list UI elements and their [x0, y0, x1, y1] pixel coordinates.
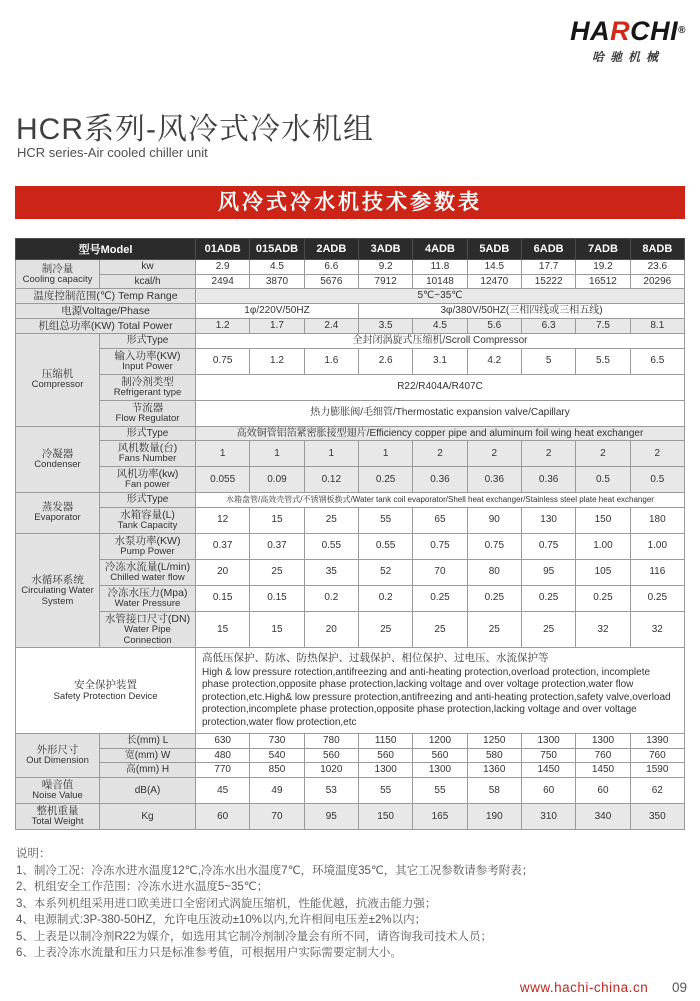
spec-value: 1.2 — [250, 348, 304, 374]
spec-value: 1.2 — [196, 319, 250, 334]
spec-merged-value: 3φ/380V/50HZ(三相四线或三相五线) — [358, 304, 684, 319]
spec-value: 0.75 — [467, 533, 521, 559]
group-label-en: Out Dimension — [26, 755, 89, 767]
safety-text-zh: 高低压保护、防冰、防热保护、过载保护、相位保护、过电压、水流保护等 — [202, 652, 549, 665]
spec-value: 90 — [467, 507, 521, 533]
spec-value: 5 — [521, 348, 575, 374]
table-row — [16, 493, 685, 508]
spec-value: 8.1 — [630, 319, 684, 334]
spec-value: 780 — [304, 734, 358, 749]
spec-value: 130 — [521, 507, 575, 533]
spec-value: 1.7 — [250, 319, 304, 334]
row-label — [100, 559, 196, 585]
spec-value: 0.5 — [630, 467, 684, 493]
spec-value: 5.6 — [467, 319, 521, 334]
logo-accent-letter: R — [610, 16, 631, 46]
model-header-cell: 型号Model — [16, 239, 196, 260]
table-header-row — [16, 239, 685, 260]
spec-value: 32 — [630, 611, 684, 648]
note-item: 1、制冷工况：冷冻水进水温度12℃,冷冻水出水温度7℃，环境温度35℃，其它工况参数请参考附表； — [16, 864, 534, 877]
table-row — [16, 334, 685, 349]
model-column-header: 6ADB — [521, 239, 575, 260]
spec-value: 150 — [576, 507, 630, 533]
spec-value: 15 — [250, 507, 304, 533]
spec-value: 62 — [630, 777, 684, 803]
spec-value: 0.2 — [304, 585, 358, 611]
group-label — [16, 734, 100, 778]
row-label — [100, 533, 196, 559]
spec-value: 25 — [304, 507, 358, 533]
spec-value: 2 — [576, 441, 630, 467]
group-label-en: Condenser — [34, 458, 81, 470]
table-row — [16, 533, 685, 559]
spec-value: 0.5 — [576, 467, 630, 493]
table-row — [16, 467, 685, 493]
spec-value: 1020 — [304, 763, 358, 778]
spec-value: 1250 — [467, 734, 521, 749]
spec-value: 60 — [576, 777, 630, 803]
group-label-zh: 蒸发器 — [41, 501, 74, 514]
spec-value: 53 — [304, 777, 358, 803]
spec-value: 3870 — [250, 274, 304, 289]
table-row — [16, 274, 685, 289]
table-row — [16, 441, 685, 467]
row-label: 高(mm) H — [100, 763, 196, 778]
row-label-en: Refrigerant type — [113, 386, 182, 398]
spec-value: 1.6 — [304, 348, 358, 374]
model-column-header: 3ADB — [358, 239, 412, 260]
spec-value: 350 — [630, 803, 684, 829]
table-row — [16, 426, 685, 441]
row-label-en: Water Pressure — [114, 597, 181, 609]
spec-value: 730 — [250, 734, 304, 749]
table-row — [16, 777, 685, 803]
spec-value: 7912 — [358, 274, 412, 289]
spec-value: 2 — [630, 441, 684, 467]
spec-value: 9.2 — [358, 260, 412, 275]
spec-value: 6.5 — [630, 348, 684, 374]
row-label — [100, 400, 196, 426]
spec-value: 0.25 — [467, 585, 521, 611]
spec-value: 5676 — [304, 274, 358, 289]
row-label-zh: 水箱容量(L) — [120, 508, 175, 521]
spec-value: 80 — [467, 559, 521, 585]
website-link[interactable]: www.hachi-china.cn — [519, 980, 649, 995]
spec-value: 2 — [521, 441, 575, 467]
spec-value: 0.36 — [413, 467, 467, 493]
group-label-en: Evaporator — [34, 512, 81, 524]
table-row — [16, 585, 685, 611]
logo-prefix: HA — [570, 16, 611, 46]
spec-value: 2.4 — [304, 319, 358, 334]
spec-value: 23.6 — [630, 260, 684, 275]
page-subtitle: HCR series-Air cooled chiller unit — [17, 145, 208, 160]
model-column-header: 2ADB — [304, 239, 358, 260]
table-row — [16, 507, 685, 533]
spec-value: 0.25 — [521, 585, 575, 611]
table-row — [16, 559, 685, 585]
group-label-en: Circulating Water System — [21, 584, 94, 607]
spec-value: 0.25 — [413, 585, 467, 611]
spec-value: 750 — [521, 748, 575, 763]
spec-value: 25 — [413, 611, 467, 648]
row-label: 形式Type — [100, 493, 196, 508]
spec-value: 190 — [467, 803, 521, 829]
group-label-zh: 噪音值 — [41, 778, 74, 791]
group-label — [16, 426, 100, 492]
spec-value: 560 — [304, 748, 358, 763]
row-label-zh: 冷冻水流量(L/min) — [104, 560, 191, 573]
spec-value: 0.15 — [196, 585, 250, 611]
spec-value: 165 — [413, 803, 467, 829]
row-label: 机组总功率(KW) Total Power — [16, 319, 196, 334]
spec-value: 340 — [576, 803, 630, 829]
spec-value: 630 — [196, 734, 250, 749]
spec-value: 25 — [250, 559, 304, 585]
spec-value: 0.09 — [250, 467, 304, 493]
spec-merged-value: 热力膨胀阀/毛细管/Thermostatic expansion valve/Capillary — [196, 400, 685, 426]
spec-value: 1 — [358, 441, 412, 467]
group-label-zh: 外形尺寸 — [36, 744, 79, 757]
spec-value: 760 — [576, 748, 630, 763]
spec-value: 4.5 — [250, 260, 304, 275]
spec-merged-value: 全封闭涡旋式压缩机/Scroll Compressor — [196, 334, 685, 349]
model-column-header: 01ADB — [196, 239, 250, 260]
table-row — [16, 348, 685, 374]
note-item: 4、电源制式:3P-380-50HZ，允许电压波动±10%以内,允许相间电压差±2%以内； — [16, 914, 427, 926]
spec-value: 5.5 — [576, 348, 630, 374]
spec-value: 116 — [630, 559, 684, 585]
section-banner: 风冷式冷水机技术参数表 — [15, 186, 685, 219]
table-row — [16, 803, 685, 829]
row-label-zh: 安全保护装置 — [74, 679, 137, 692]
spec-value: 16512 — [576, 274, 630, 289]
row-label: 长(mm) L — [100, 734, 196, 749]
spec-value: 19.2 — [576, 260, 630, 275]
spec-value: 17.7 — [521, 260, 575, 275]
spec-value: 2.6 — [358, 348, 412, 374]
table-row — [16, 748, 685, 763]
spec-value: 7.5 — [576, 319, 630, 334]
row-label-zh: 风机数量(台) — [117, 442, 178, 455]
row-label: 形式Type — [100, 426, 196, 441]
spec-value: 32 — [576, 611, 630, 648]
row-label-en: Flow Regulator — [115, 412, 180, 424]
spec-value: 52 — [358, 559, 412, 585]
spec-value: 11.8 — [413, 260, 467, 275]
spec-value: 1450 — [521, 763, 575, 778]
spec-value: 2494 — [196, 274, 250, 289]
spec-value: 0.37 — [250, 533, 304, 559]
spec-value: 0.055 — [196, 467, 250, 493]
spec-value: 0.36 — [467, 467, 521, 493]
logo-chinese-name: 哈驰机械 — [592, 50, 665, 64]
table-row — [16, 374, 685, 400]
group-label-en: Total Weight — [31, 816, 84, 828]
logo-wordmark — [570, 16, 686, 46]
spec-value: 1.00 — [630, 533, 684, 559]
spec-value: 105 — [576, 559, 630, 585]
spec-value: 0.36 — [521, 467, 575, 493]
row-label — [100, 507, 196, 533]
spec-value: 45 — [196, 777, 250, 803]
row-label: 宽(mm) W — [100, 748, 196, 763]
group-label-en: Compressor — [31, 379, 84, 391]
table-row — [16, 289, 685, 304]
table-row — [16, 304, 685, 319]
row-label: kcal/h — [100, 274, 196, 289]
spec-value: 70 — [413, 559, 467, 585]
row-label — [16, 648, 196, 734]
spec-value: 2.9 — [196, 260, 250, 275]
row-label-zh: 节流器 — [131, 401, 164, 414]
row-label: dB(A) — [100, 777, 196, 803]
spec-value: 0.75 — [521, 533, 575, 559]
spec-value: 0.55 — [358, 533, 412, 559]
note-item: 6、上表冷冻水流量和压力只是标准参考值，可根据用户实际需要定制大小。 — [16, 947, 402, 959]
model-column-header: 4ADB — [413, 239, 467, 260]
group-label-zh: 整机重量 — [36, 804, 79, 817]
table-row — [16, 611, 685, 648]
spec-value: 1200 — [413, 734, 467, 749]
spec-value: 480 — [196, 748, 250, 763]
group-label — [16, 803, 100, 829]
spec-value: 0.25 — [358, 467, 412, 493]
row-label — [100, 467, 196, 493]
spec-value: 25 — [467, 611, 521, 648]
row-label-zh: 风机功率(kw) — [116, 468, 179, 481]
model-column-header: 5ADB — [467, 239, 521, 260]
spec-value: 1300 — [358, 763, 412, 778]
group-label-zh: 水循环系统 — [31, 573, 84, 586]
row-label — [100, 585, 196, 611]
spec-value: 95 — [521, 559, 575, 585]
spec-value: 25 — [358, 611, 412, 648]
spec-value: 15 — [250, 611, 304, 648]
spec-value: 1300 — [413, 763, 467, 778]
spec-value: 25 — [521, 611, 575, 648]
spec-value: 1 — [196, 441, 250, 467]
spec-value: 0.2 — [358, 585, 412, 611]
spec-merged-value: 1φ/220V/50HZ — [196, 304, 359, 319]
spec-value: 1390 — [630, 734, 684, 749]
spec-value: 60 — [196, 803, 250, 829]
safety-text-en: High & low pressure rotection,antifreezing and anti-heating protection,overload protection, incomplete phase protection,opposite phase protection,lacking voltage and over voltage protection,water flow protection,etc.High& low pressure protection,antifreezing and anti-heating protection,safety valve,overload protection,incomplete phase protection,opposite phase protection,lacking voltage and over voltage protection,water flow protection,etc — [202, 666, 671, 728]
spec-value: 1 — [304, 441, 358, 467]
spec-value: 3.1 — [413, 348, 467, 374]
spec-value: 70 — [250, 803, 304, 829]
spec-value: 0.75 — [196, 348, 250, 374]
row-label: 电源Voltage/Phase — [16, 304, 196, 319]
spec-value: 4.5 — [413, 319, 467, 334]
spec-value: 150 — [358, 803, 412, 829]
note-item: 3、本系列机组采用进口欧美进口全密闭式涡旋压缩机，性能优越，抗液击能力强； — [16, 897, 437, 910]
spec-value: 2 — [413, 441, 467, 467]
row-label — [100, 374, 196, 400]
page-number: 09 — [671, 980, 687, 995]
spec-merged-value: R22/R404A/R407C — [196, 374, 685, 400]
row-label-zh: 水泵功率(KW) — [114, 534, 181, 547]
spec-value: 3.5 — [358, 319, 412, 334]
spec-value: 0.12 — [304, 467, 358, 493]
group-label-zh: 制冷量 — [41, 262, 74, 275]
row-label-zh: 冷冻水压力(Mpa) — [107, 586, 188, 599]
registered-mark-icon: ® — [678, 25, 686, 36]
spec-value: 0.55 — [304, 533, 358, 559]
row-label: 温度控制范围(℃) Temp Range — [16, 289, 196, 304]
group-label-en: Noise Value — [32, 790, 83, 802]
spec-value: 1360 — [467, 763, 521, 778]
page-footer — [520, 980, 687, 995]
spec-value: 55 — [358, 777, 412, 803]
notes-title: 说明： — [16, 848, 51, 860]
group-label — [16, 334, 100, 426]
spec-value: 6.6 — [304, 260, 358, 275]
spec-value: 1450 — [576, 763, 630, 778]
note-item: 2、机组安全工作范围：冷冻水进水温度5~35℃； — [16, 881, 269, 893]
spec-value: 20 — [304, 611, 358, 648]
spec-value: 310 — [521, 803, 575, 829]
row-label-en: Chilled water flow — [110, 571, 185, 583]
spec-value: 58 — [467, 777, 521, 803]
spec-value: 12470 — [467, 274, 521, 289]
table-row — [16, 763, 685, 778]
row-label-zh: 输入功率(KW) — [114, 349, 181, 362]
spec-merged-value: 水箱盘管/高效壳管式/不锈钢板换式/Water tank coil evaporator/Shell heat exchanger/Stainless steel plate heat exchanger — [196, 493, 685, 508]
spec-value: 0.25 — [576, 585, 630, 611]
model-column-header: 015ADB — [250, 239, 304, 260]
spec-value: 0.25 — [630, 585, 684, 611]
row-label: 形式Type — [100, 334, 196, 349]
spec-merged-value: 5℃~35℃ — [196, 289, 685, 304]
table-row — [16, 734, 685, 749]
spec-value: 1.00 — [576, 533, 630, 559]
row-label-en: Tank Capacity — [117, 519, 178, 531]
group-label — [16, 493, 100, 533]
spec-value: 12 — [196, 507, 250, 533]
page-title: HCR系列-风冷式冷水机组 — [16, 113, 374, 146]
table-row — [16, 319, 685, 334]
row-label-en: Pump Power — [120, 545, 175, 557]
spec-value: 10148 — [413, 274, 467, 289]
spec-value: 20296 — [630, 274, 684, 289]
row-label-en: Water Pipe Connection — [123, 623, 172, 646]
table-row — [16, 648, 685, 734]
model-column-header: 7ADB — [576, 239, 630, 260]
spec-value: 1300 — [521, 734, 575, 749]
row-label: kw — [100, 260, 196, 275]
spec-value: 0.37 — [196, 533, 250, 559]
spec-value: 2 — [467, 441, 521, 467]
spec-value: 4.2 — [467, 348, 521, 374]
row-label — [100, 348, 196, 374]
spec-value: 180 — [630, 507, 684, 533]
spec-value: 60 — [521, 777, 575, 803]
spec-value: 850 — [250, 763, 304, 778]
spec-value: 55 — [413, 777, 467, 803]
spec-value: 15 — [196, 611, 250, 648]
notes-list — [16, 863, 533, 962]
spec-value: 35 — [304, 559, 358, 585]
spec-value: 15222 — [521, 274, 575, 289]
spec-value: 0.75 — [413, 533, 467, 559]
row-label-en: Safety Protection Device — [53, 690, 158, 702]
spec-value: 0.15 — [250, 585, 304, 611]
note-item: 5、上表是以制冷剂R22为媒介，如选用其它制冷剂制冷量会有所不同，请咨询我司技术人员； — [16, 930, 492, 943]
row-label: Kg — [100, 803, 196, 829]
spec-merged-value — [196, 648, 685, 734]
spec-value: 14.5 — [467, 260, 521, 275]
row-label — [100, 611, 196, 648]
spec-value: 580 — [467, 748, 521, 763]
spec-value: 95 — [304, 803, 358, 829]
group-label — [16, 533, 100, 648]
spec-value: 770 — [196, 763, 250, 778]
group-label-en: Cooling capacity — [22, 273, 93, 285]
harchi-logo — [570, 16, 686, 65]
row-label-en: Fans Number — [118, 453, 177, 465]
spec-value: 49 — [250, 777, 304, 803]
spec-table — [15, 238, 685, 830]
spec-value: 1150 — [358, 734, 412, 749]
spec-value: 560 — [358, 748, 412, 763]
spec-value: 540 — [250, 748, 304, 763]
spec-value: 55 — [358, 507, 412, 533]
spec-value: 65 — [413, 507, 467, 533]
table-row — [16, 260, 685, 275]
group-label-zh: 压缩机 — [41, 368, 74, 381]
spec-value: 1590 — [630, 763, 684, 778]
spec-value: 6.3 — [521, 319, 575, 334]
spec-value: 1 — [250, 441, 304, 467]
model-column-header: 8ADB — [630, 239, 684, 260]
row-label-zh: 水管接口尺寸(DN) — [104, 612, 191, 625]
group-label — [16, 260, 100, 289]
group-label — [16, 777, 100, 803]
group-label-zh: 冷凝器 — [41, 447, 74, 460]
notes-section — [16, 846, 533, 962]
logo-suffix: CHI — [630, 16, 679, 46]
row-label-en: Fan power — [125, 479, 170, 491]
spec-merged-value: 高效铜管铝箔紧密胀接型翅片/Efficiency copper pipe and aluminum foil wing heat exchanger — [196, 426, 685, 441]
row-label-en: Input Power — [122, 360, 173, 372]
row-label — [100, 441, 196, 467]
spec-value: 760 — [630, 748, 684, 763]
spec-value: 1300 — [576, 734, 630, 749]
spec-value: 560 — [413, 748, 467, 763]
table-row — [16, 400, 685, 426]
row-label-zh: 制冷剂类型 — [121, 375, 174, 388]
spec-value: 20 — [196, 559, 250, 585]
